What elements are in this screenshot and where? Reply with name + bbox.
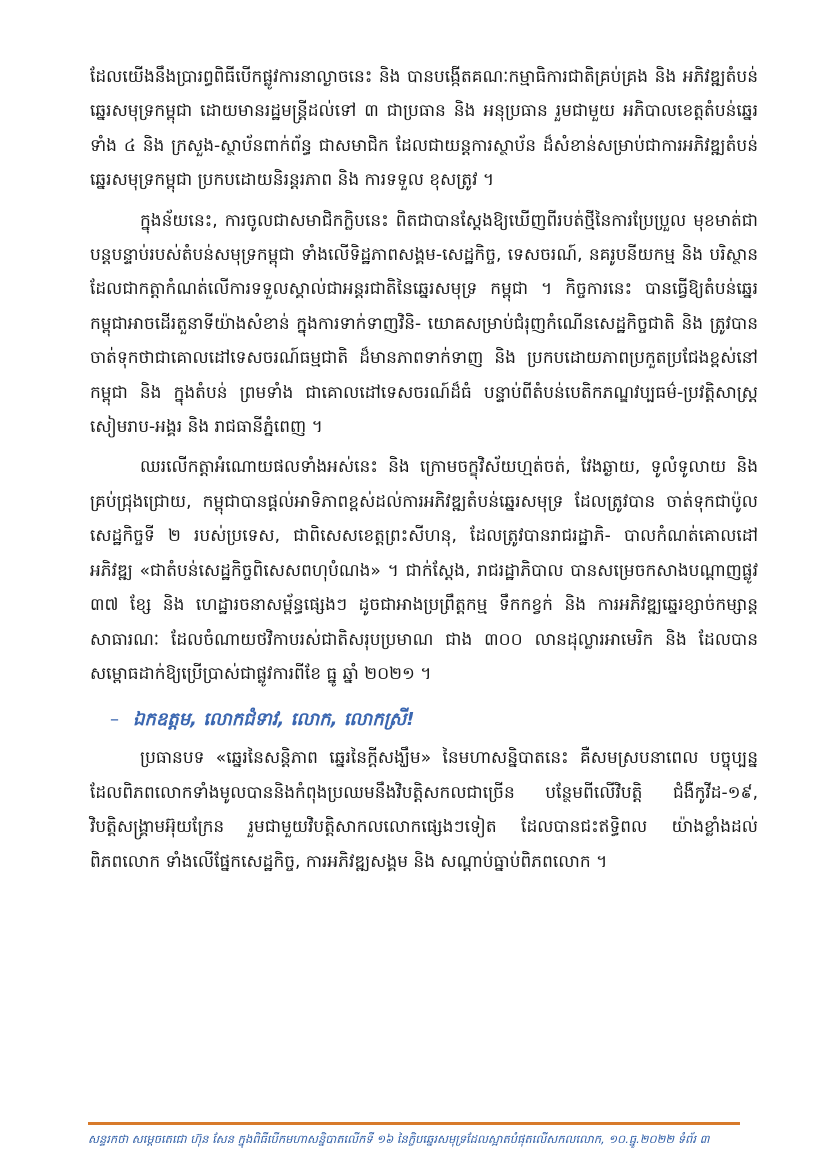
paragraph-club-membership: ក្នុងន័យនេះ, ការចូលជាសមាជិកក្លិបនេះ ពិតជាបានស្តែងឱ្យឃើញពីរបត់ថ្មីនៃការប្រែប្រួល មុខមាត់ជាបន្តបន្ទាប់របស់តំបន់សមុទ្រកម្ពុជា ទាំងលើទិដ្ឋភាពសង្គម-សេដ្ឋកិច្ច, ទេសចរណ៍, នគរូបនីយកម្ម និង បរិស្ថាន ដែលជាកត្តាកំណត់លើការទទួលស្គាល់ជាអន្តរជាតិនៃឆ្នេរសមុទ្រ កម្ពុជា ។ កិច្ចការនេះ បានធ្វើឱ្យតំបន់ឆ្នេរកម្ពុជាអាចដើរតួនាទីយ៉ាងសំខាន់ ក្នុងការទាក់ទាញវិនិ- យោគសម្រាប់ជំរុញកំណើនសេដ្ឋកិច្ចជាតិ និង ត្រូវបានចាត់ទុកថាជាគោលដៅទេសចរណ៍ធម្មជាតិ ដ៏មានភាពទាក់ទាញ និង ប្រកបដោយភាពប្រកួតប្រជែងខ្ពស់នៅកម្ពុជា និង ក្នុងតំបន់ ព្រមទាំង ជាគោលដៅទេសចរណ៍ដ៏ធំ បន្ទាប់ពីតំបន់បេតិកភណ្ឌវប្បធម៌-ប្រវត្តិសាស្ត្រសៀមរាប-អង្គរ និង រាជធានីភ្នំពេញ ។ <box>90 210 758 438</box>
page-body <box>90 60 758 879</box>
salutation-dash: – <box>110 709 119 731</box>
salutation-line <box>110 703 758 737</box>
paragraph-continuation: ដែលយើងនឹងប្រារព្ធពិធីបើកផ្លូវការនាល្ងាចនេះ និង បានបង្កើតគណៈកម្មាធិការជាតិគ្រប់គ្រង និង អភិវឌ្ឍតំបន់ឆ្នេរសមុទ្រកម្ពុជា ដោយមានរដ្ឋមន្ត្រីដល់ទៅ ៣ ជាប្រធាន និង អនុប្រធាន រួមជាមួយ អភិបាលខេត្តតំបន់ឆ្នេរទាំង ៤ និង ក្រសួង-ស្ថាប័នពាក់ព័ន្ធ ជាសមាជិក ដែលជាយន្តការស្ថាប័ន ដ៏សំខាន់សម្រាប់ជាការអភិវឌ្ឍតំបន់ឆ្នេរសមុទ្រកម្ពុជា ប្រកបដោយនិរន្តរភាព និង ការទទួល ខុសត្រូវ ។ <box>90 67 758 191</box>
paragraph-theme: ប្រធានបទ «ឆ្នេរនៃសន្តិភាព ឆ្នេរនៃក្តីសង្ឃឹម» នៃមហាសន្និបាតនេះ គឺសមស្របនាពេល បច្ចុប្បន្ន ដែលពិភពលោកទាំងមូលបាននិងកំពុងប្រឈមនឹងវិបត្តិសកលជាច្រើន បន្ថែមពីលើវិបត្តិ ជំងឺកូវីដ-១៩, វិបត្តិសង្គ្រាមអ៊ុយក្រែន រួមជាមួយវិបត្តិសាកលលោកផ្សេងៗទៀត ដែលបានជះឥទ្ធិពល យ៉ាងខ្លាំងដល់ពិភពលោក ទាំងលើផ្នែកសេដ្ឋកិច្ច, ការអភិវឌ្ឍសង្គម និង សណ្តាប់ធ្នាប់ពិភពលោក ។ <box>90 748 758 872</box>
footer-caption: សន្ទរកថា សម្តេចតេជោ ហ៊ុន សែន ក្នុងពិធីបើកមហាសន្និបាតលើកទី ១៦ នៃក្លិបឆ្នេរសមុទ្រដែលស្អាតបំផុតលើសកលលោក, ១០.ធ្នូ.២០២២ ទំព័រ ៣ <box>88 1132 710 1146</box>
footer-rule <box>88 1122 740 1125</box>
salutation-text: ឯកឧត្តម, លោកជំទាវ, លោក, លោកស្រី! <box>133 709 415 731</box>
paragraph-development: ឈរលើកត្តាអំណោយផលទាំងអស់នេះ និង ក្រោមចក្ខុវិស័យហ្មត់ចត់, វែងឆ្ងាយ, ទូលំទូលាយ និង គ្រប់ជ្រុងជ្រោយ, កម្ពុជាបានផ្តល់អាទិភាពខ្ពស់ដល់ការអភិវឌ្ឍតំបន់ឆ្នេរសមុទ្រ ដែលត្រូវបាន ចាត់ទុកជាប៉ូលសេដ្ឋកិច្ចទី ២ របស់ប្រទេស, ជាពិសេសខេត្តព្រះសីហនុ, ដែលត្រូវបានរាជរដ្ឋាភិ- បាលកំណត់គោលដៅអភិវឌ្ឍ «ជាតំបន់សេដ្ឋកិច្ចពិសេសពហុបំណង» ។ ជាក់ស្តែង, រាជរដ្ឋាភិបាល បានសម្រេចកសាងបណ្តាញផ្លូវ ៣៧ ខ្សែ និង ហេដ្ឋារចនាសម្ព័ន្ធផ្សេងៗ ដូចជាអាងប្រព្រឹត្តកម្ម ទឹកកខ្វក់ និង ការអភិវឌ្ឍឆ្នេរខ្សាច់កម្សាន្តសាធារណៈ ដែលចំណាយថវិកាបរស់ជាតិសរុបប្រមាណ ជាង ៣០០ លានដុល្លារអាមេរិក និង ដែលបានសម្ពោធដាក់ឱ្យប្រើប្រាស់ជាផ្លូវការពីខែ ធ្នូ ឆ្នាំ ២០២១ ។ <box>90 457 758 684</box>
